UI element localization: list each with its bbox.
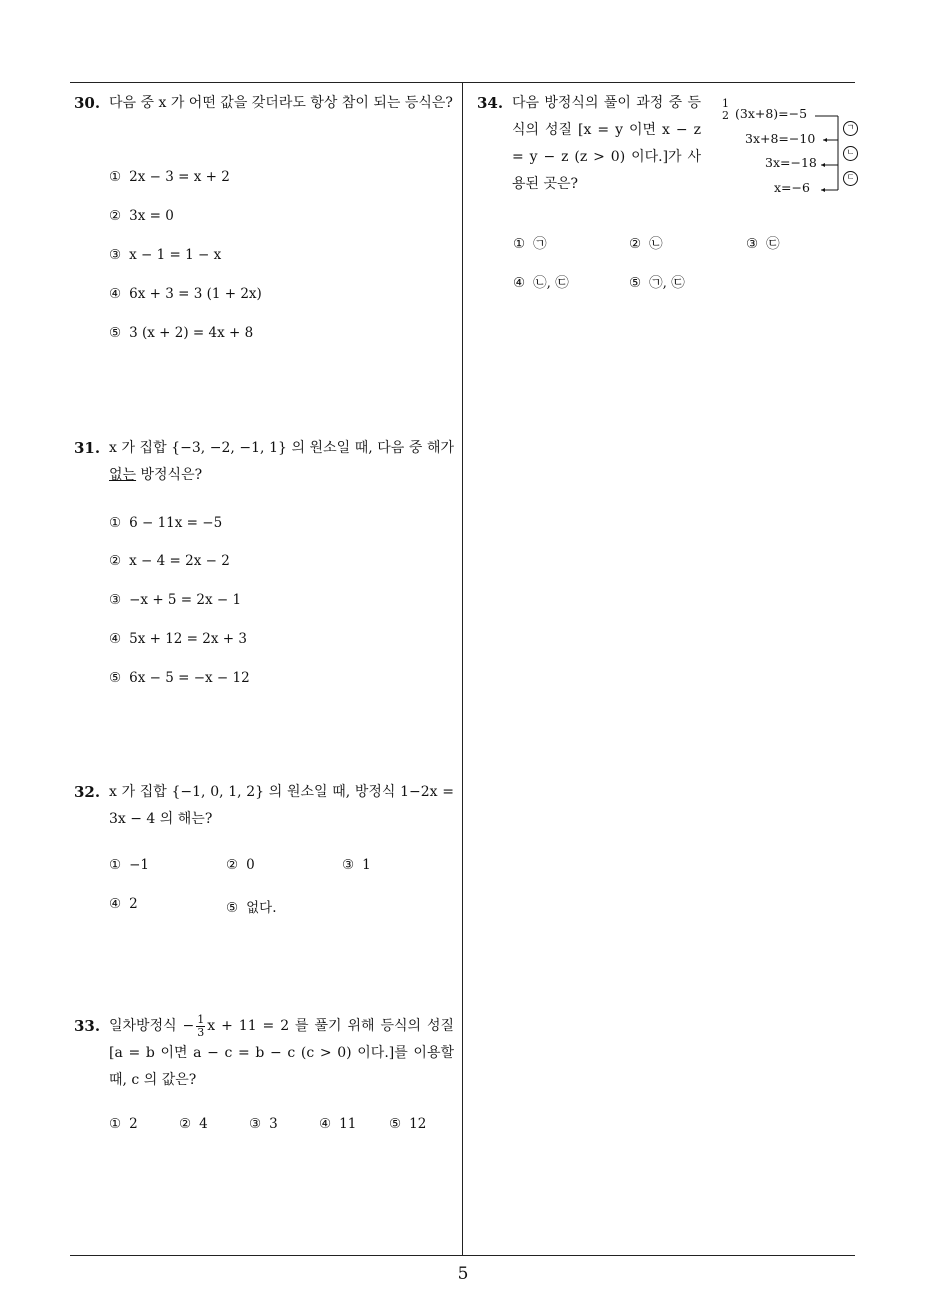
choice-text: ㉠ (533, 236, 547, 252)
column-divider (462, 82, 463, 1256)
choice-mark: ⑤ (109, 670, 122, 686)
choice-mark: ⑤ (389, 1116, 402, 1132)
q32-choice-3[interactable] (342, 857, 371, 873)
question-34-stem (477, 90, 701, 198)
step-line-1: (3x+8)=−5 (735, 106, 808, 121)
q33-choice-3[interactable] (249, 1116, 278, 1132)
q32-choice-2[interactable] (226, 857, 255, 873)
q31-choice-1[interactable] (109, 515, 222, 531)
choice-text: 12 (409, 1116, 427, 1132)
question-text-part: x + 11 = 2 를 풀기 위해 등식의 성질 [a = b 이면 a − c = b − c (c > 0) 이다.]를 이용할 때, c 의 값은? (109, 1018, 454, 1088)
choice-mark: ① (513, 236, 526, 252)
choice-text: 11 (339, 1116, 357, 1132)
question-text (109, 1013, 454, 1094)
choice-text: −1 (129, 857, 150, 873)
choice-text: 3 (269, 1116, 278, 1132)
choice-text: 3x = 0 (129, 208, 174, 224)
question-text: 다음 방정식의 풀이 과정 중 등식의 성질 [x = y 이면 x − z = y − z (z > 0) 이다.]가 사용된 곳은? (512, 95, 701, 192)
choice-text: ㉡, ㉢ (533, 275, 569, 291)
q30-choice-5[interactable] (109, 325, 253, 341)
choice-mark: ⑤ (109, 325, 122, 341)
choice-text: 6x + 3 = 3 (1 + 2x) (129, 286, 262, 302)
step-line-2: 3x+8=−10 (745, 131, 816, 146)
underlined-keyword: 없는 (109, 467, 137, 483)
q34-choice-1[interactable] (513, 232, 547, 252)
choice-mark: ③ (109, 592, 122, 608)
choice-text: 1 (362, 857, 371, 873)
step-label-3: ㄷ (843, 171, 858, 186)
question-number: 34. (477, 94, 504, 112)
q31-choice-5[interactable] (109, 670, 250, 686)
choice-text: 3 (x + 2) = 4x + 8 (129, 325, 254, 341)
page-number: 5 (457, 1264, 469, 1284)
q30-choice-3[interactable] (109, 247, 221, 263)
step-line-3: 3x=−18 (765, 155, 817, 170)
choice-mark: ④ (513, 275, 526, 291)
q33-choice-4[interactable] (319, 1116, 356, 1132)
choice-mark: ④ (109, 286, 122, 302)
choice-mark: ① (109, 515, 122, 531)
choice-text: 2x − 3 = x + 2 (129, 169, 230, 185)
question-text-part: x 가 집합 {−3, −2, −1, 1} 의 원소일 때, 다음 중 해가 (109, 440, 454, 456)
choice-mark: ④ (319, 1116, 332, 1132)
question-number: 32. (74, 783, 101, 801)
question-text (109, 435, 454, 489)
choice-text: ㉠, ㉢ (649, 275, 685, 291)
choice-mark: ⑤ (226, 900, 239, 916)
q31-choice-3[interactable] (109, 592, 241, 608)
question-number: 30. (74, 94, 101, 112)
question-text-part: 일차방정식 − (109, 1018, 195, 1034)
choice-mark: ① (109, 169, 122, 185)
choice-mark: ② (109, 553, 122, 569)
fraction-denominator: 3 (197, 1025, 205, 1039)
fraction-numerator: 1 (722, 97, 729, 110)
choice-mark: ② (179, 1116, 192, 1132)
choice-text: −x + 5 = 2x − 1 (129, 592, 242, 608)
fraction-denominator: 2 (722, 109, 729, 122)
q34-choice-5[interactable] (629, 271, 685, 291)
q34-choice-3[interactable] (746, 232, 780, 252)
choice-text: 6 − 11x = −5 (129, 515, 223, 531)
question-30-stem (74, 90, 454, 117)
question-32 (74, 779, 454, 833)
choice-mark: ① (109, 1116, 122, 1132)
q32-choice-5[interactable] (226, 896, 276, 916)
choice-mark: ③ (249, 1116, 262, 1132)
fraction-one-third (196, 1014, 205, 1039)
question-32-stem (74, 779, 454, 833)
choice-mark: ② (109, 208, 122, 224)
choice-mark: ③ (746, 236, 759, 252)
choice-mark: ③ (109, 247, 122, 263)
q34-choice-4[interactable] (513, 271, 569, 291)
choice-text: 2 (129, 1116, 138, 1132)
q30-choice-4[interactable] (109, 286, 262, 302)
step-line-4: x=−6 (774, 180, 810, 195)
q32-choice-1[interactable] (109, 857, 149, 873)
choice-mark: ① (109, 857, 122, 873)
step-label-1: ㄱ (843, 121, 858, 136)
step-bracket-arrows (722, 96, 862, 200)
question-31-stem (74, 435, 454, 489)
q34-choice-2[interactable] (629, 232, 663, 252)
q31-choice-4[interactable] (109, 631, 247, 647)
q31-choice-2[interactable] (109, 553, 230, 569)
question-34 (477, 90, 701, 198)
question-number: 33. (74, 1017, 101, 1035)
step-label-2: ㄴ (843, 146, 858, 161)
fraction-numerator: 1 (197, 1012, 205, 1026)
choice-mark: ② (226, 857, 239, 873)
choice-text: ㉡ (649, 236, 663, 252)
choice-text: ㉢ (766, 236, 780, 252)
q32-choice-4[interactable] (109, 896, 138, 912)
choice-text: 4 (199, 1116, 208, 1132)
q33-choice-5[interactable] (389, 1116, 426, 1132)
question-text-part: 방정식은? (136, 467, 203, 483)
question-text: 다음 중 x 가 어떤 값을 갖더라도 항상 참이 되는 등식은? (109, 95, 453, 111)
choice-text: 2 (129, 896, 138, 912)
choice-text: x − 1 = 1 − x (129, 247, 222, 263)
question-33 (74, 1013, 454, 1094)
solution-steps (722, 96, 862, 200)
choice-mark: ③ (342, 857, 355, 873)
choice-mark: ④ (109, 631, 122, 647)
question-33-stem (74, 1013, 454, 1094)
choice-text: 0 (246, 857, 255, 873)
q30-choice-1[interactable] (109, 169, 230, 185)
choice-mark: ② (629, 236, 642, 252)
bottom-rule (70, 1255, 855, 1256)
q33-choice-2[interactable] (179, 1116, 208, 1132)
q33-choice-1[interactable] (109, 1116, 138, 1132)
q30-choice-2[interactable] (109, 208, 174, 224)
question-31 (74, 435, 454, 489)
question-30 (74, 90, 454, 117)
choice-text: 6x − 5 = −x − 12 (129, 670, 250, 686)
question-text: x 가 집합 {−1, 0, 1, 2} 의 원소일 때, 방정식 1−2x = 3x − 4 의 해는? (109, 784, 454, 827)
choice-text: x − 4 = 2x − 2 (129, 553, 230, 569)
choice-mark: ⑤ (629, 275, 642, 291)
choice-text: 5x + 12 = 2x + 3 (129, 631, 247, 647)
choice-mark: ④ (109, 896, 122, 912)
question-number: 31. (74, 439, 101, 457)
choice-text: 없다. (246, 900, 277, 916)
